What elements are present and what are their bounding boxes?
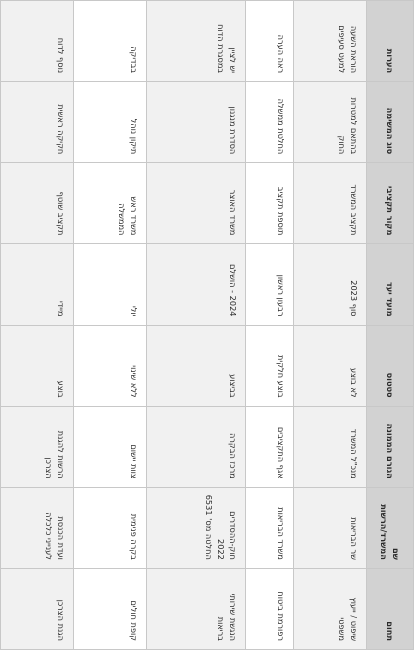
header-cell: הגורם הממונה <box>367 406 414 487</box>
table-row <box>245 1 293 650</box>
header-cell: תחום <box>367 568 414 649</box>
table-cell: הגנת הצרכן <box>1 568 74 649</box>
header-cell: סטטוס <box>367 325 414 406</box>
table-cell: ועדת הכנסת לענייני כלכלה <box>1 487 74 568</box>
table-cell: בביצוע <box>147 325 245 406</box>
header-cell: סוג המשימה <box>367 82 414 163</box>
table-cell: שיפוט / ייעוץ משפטי <box>293 568 366 649</box>
header-cell: שם המשרד/הרשות <box>367 487 414 568</box>
table-cell: בבדיקה <box>74 1 147 82</box>
table-cell: רבעון ראשון <box>245 244 293 325</box>
table-cell: סוף 2023 <box>293 244 366 325</box>
table-cell: בוצע חלקית <box>245 325 293 406</box>
table-cell: משרד האוצר <box>147 163 245 244</box>
table-cell: בקרה פנימית <box>74 487 147 568</box>
table-cell: רפורמת ביטוח <box>245 568 293 649</box>
table-cell: ללא שינוי <box>74 325 147 406</box>
table-cell: משרד ראש הממשלה <box>74 163 147 244</box>
table-cell: הרשות להגנת הצרכן <box>1 406 74 487</box>
table-cell: תוספת תקציב <box>245 163 293 244</box>
header-cell: מועד יעד <box>367 244 414 325</box>
table-cell: נוסף לדוח <box>1 1 74 82</box>
table-cell: יש לציין במסגרת הדוח <box>147 1 245 82</box>
table-cell: חוק-ההסדרים 2022 החלטה מס' 6531 <box>147 487 245 568</box>
table-cell: אגף התקציבים <box>245 406 293 487</box>
header-cell: הערות <box>367 1 414 82</box>
header-row <box>367 1 414 650</box>
table-cell: לא בוצע <box>293 325 366 406</box>
table-cell: 2024 - הושלם <box>147 244 245 325</box>
table-cell: קופת חולים <box>74 568 147 649</box>
table-cell: חקיקה ראשית <box>1 82 74 163</box>
table-cell: הסדרת מנגנון <box>147 82 245 163</box>
table-cell: הנגשת שירותי בריאות <box>147 568 245 649</box>
table-cell: תקציב שוטף <box>1 163 74 244</box>
table-row <box>293 1 366 650</box>
table-cell: בוצע <box>1 325 74 406</box>
table-row <box>74 1 147 650</box>
table-cell: מנכ"ל המשרד <box>293 406 366 487</box>
table-cell: ראה הערה <box>245 1 293 82</box>
table-cell: משרד הבריאות <box>245 487 293 568</box>
table-cell: בהתאם למטרות החוק <box>293 82 366 163</box>
table-cell: הוראת השעה למעט סעיפים <box>293 1 366 82</box>
header-cell: מקור תקציבי <box>367 163 414 244</box>
table-cell: יולי <box>74 244 147 325</box>
table-cell: תקציב המשרד <box>293 163 366 244</box>
table-cell: תיקון נוהל <box>74 82 147 163</box>
table-row <box>147 1 245 650</box>
table-cell: שר הבריאות <box>293 487 366 568</box>
table-row <box>1 1 74 650</box>
table-cell: צוות יישום <box>74 406 147 487</box>
table-cell: מיידי <box>1 244 74 325</box>
table-cell: מרכז הבקרה <box>147 406 245 487</box>
table-cell: החלטת ממשלה <box>245 82 293 163</box>
